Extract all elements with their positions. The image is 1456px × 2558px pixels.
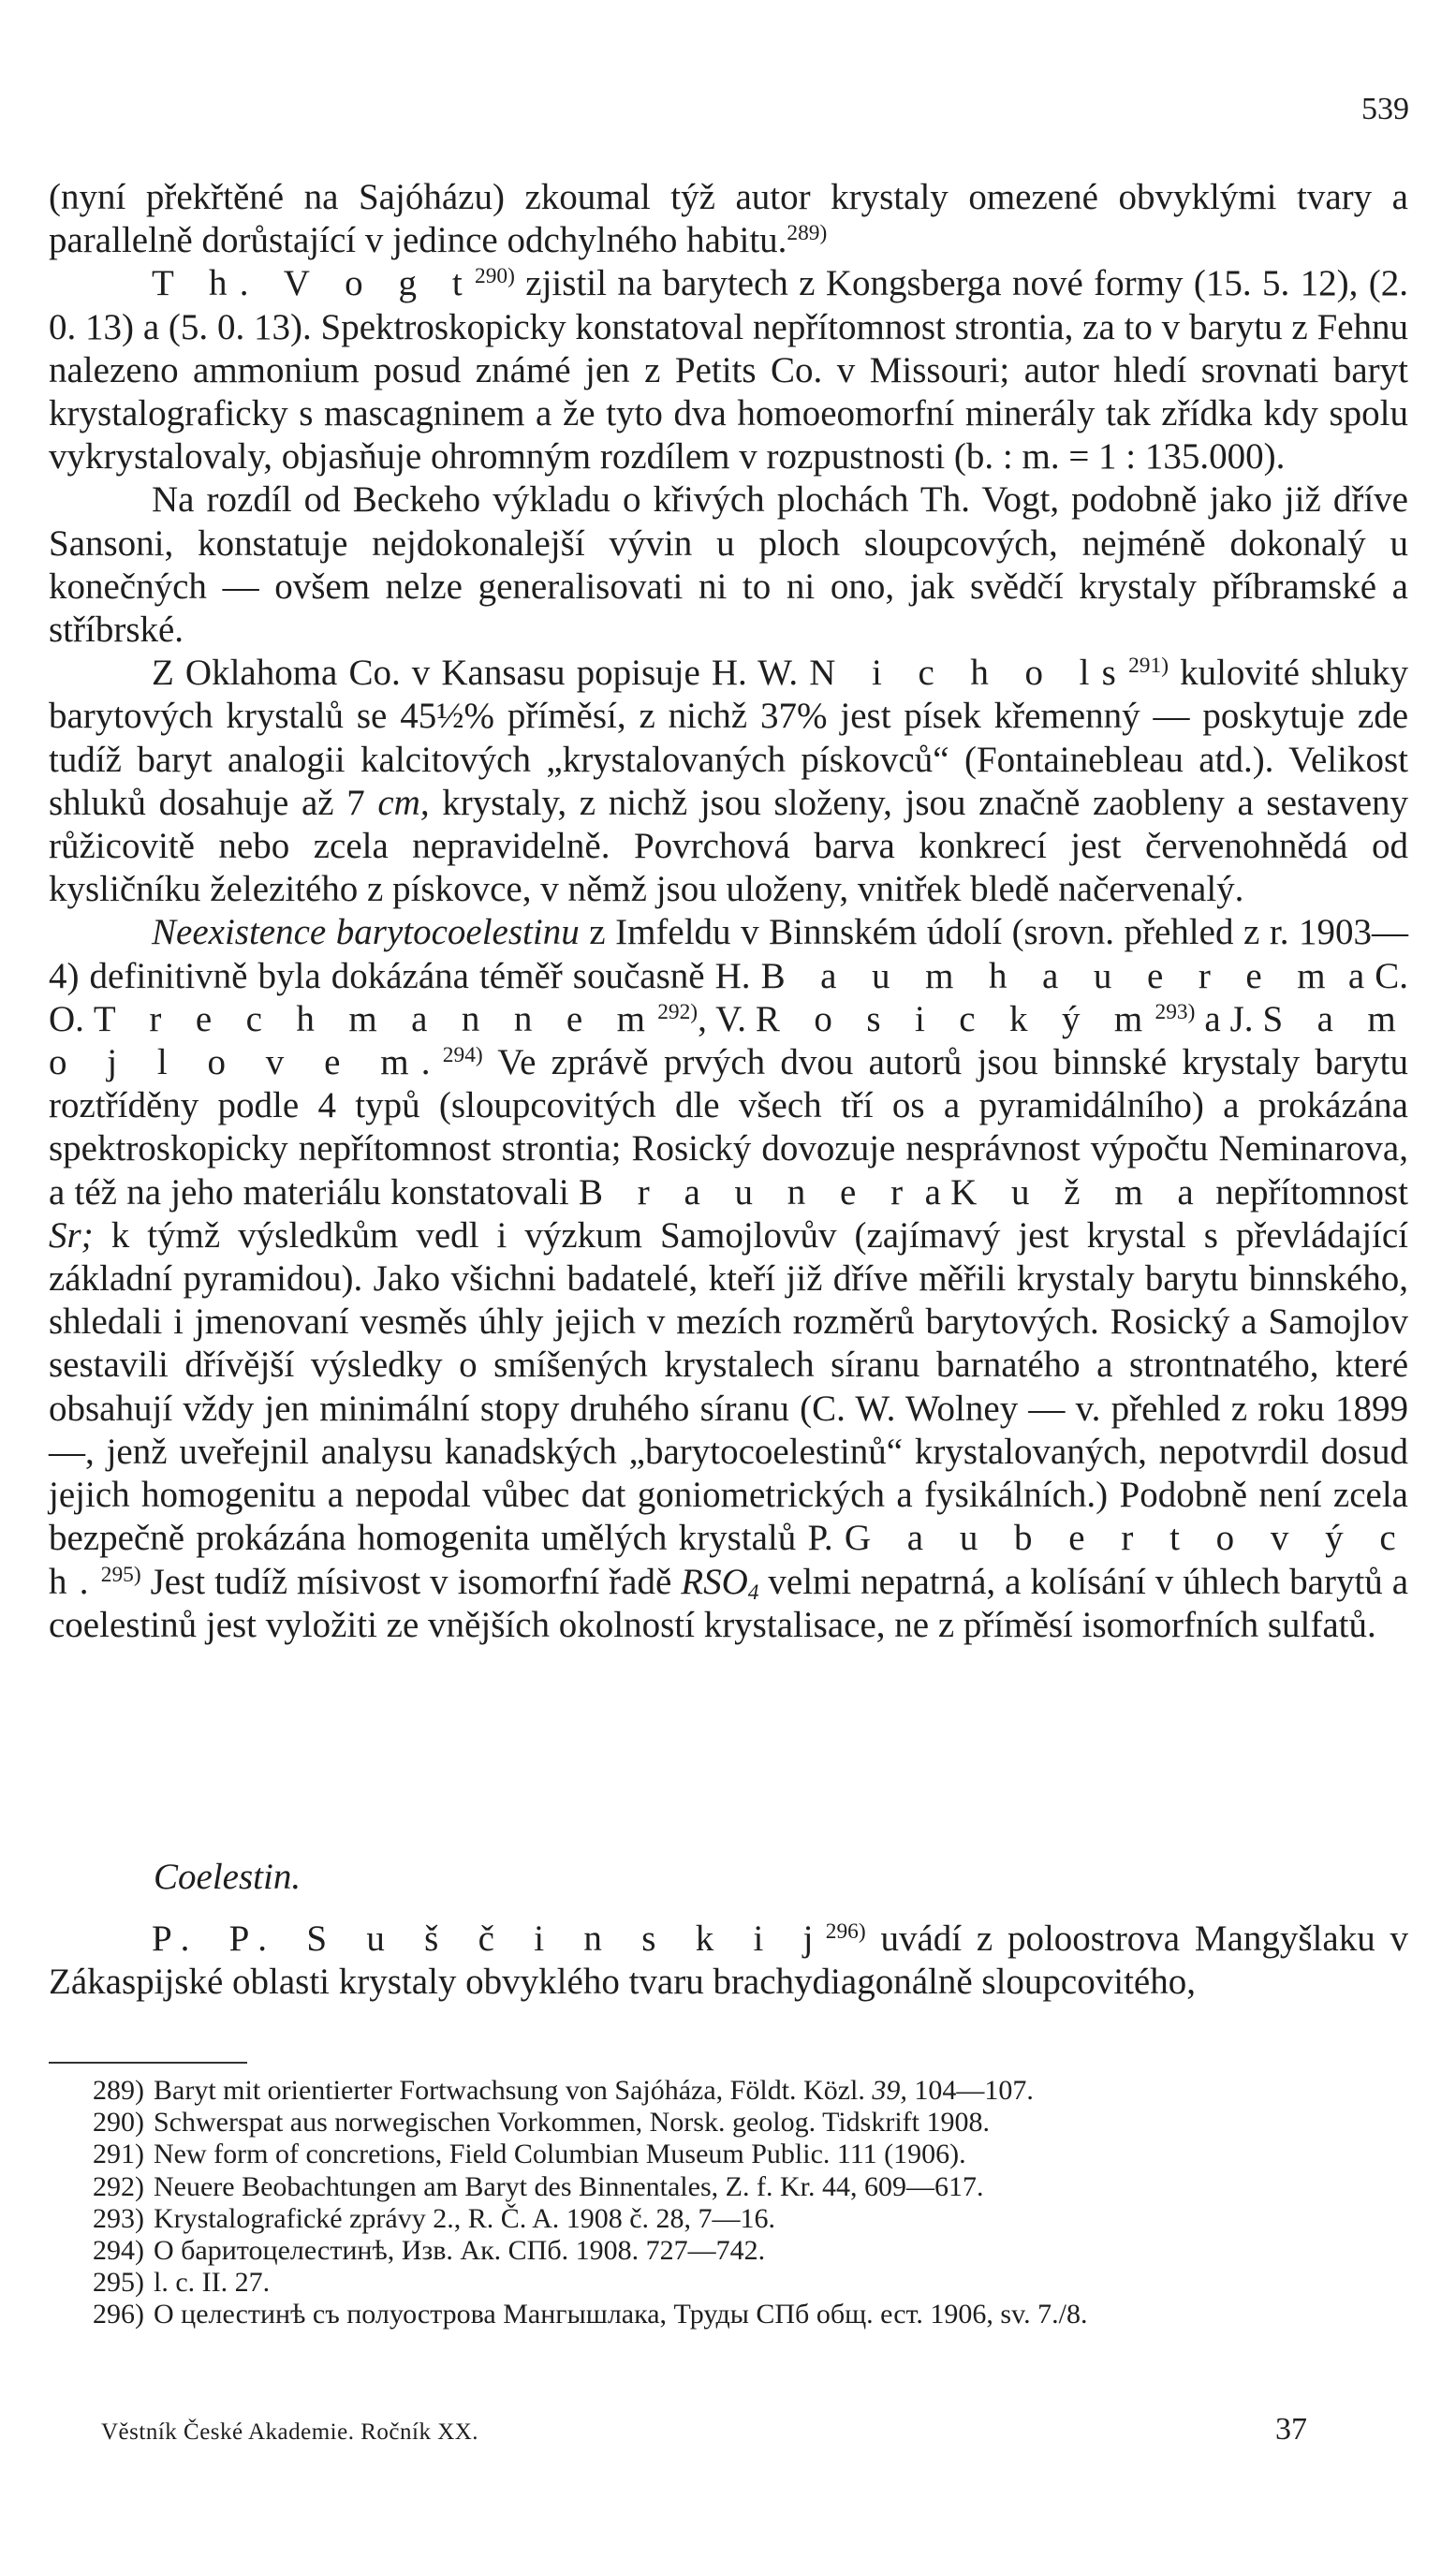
footnote-ref[interactable]: 289): [787, 221, 828, 246]
footnote-number: 291): [93, 2139, 144, 2170]
journal-footer: Věstník České Akademie. Ročník XX.: [101, 2419, 479, 2445]
paragraph: Na rozdíl od Beckeho výkladu o křivých plochách Th. Vogt, podobně jako již dříve Sansoni, konstatuje nejdokonalejší vývin u ploch sloupcových, nejméně dokonalý u konečných — ovšem nelze generalisovati ni to ni ono, jak svědčí krystaly příbramské a stříbrské.: [49, 479, 1408, 651]
footnote-number: 290): [93, 2107, 144, 2139]
footnote-ref[interactable]: 292): [657, 1000, 699, 1024]
author-name: K u ž m a: [950, 1171, 1206, 1213]
footnote: 289) Baryt mit orientierter Fortwachsung von Sajóháza, Földt. Közl. 39, 104—107.: [49, 2075, 1408, 2107]
footnote-number: 294): [93, 2235, 144, 2267]
footnote: 292) Neuere Beobachtungen am Baryt des Binnentales, Z. f. Kr. 44, 609—617.: [49, 2171, 1408, 2203]
author-name: G a u b e r t o v ý c h.: [49, 1518, 1408, 1602]
paragraph: T h. V o g $t^{290)}$ zjistil na barytech z Kongsberga nové formy (15. 5. 12), (2. 0. 13) a (5. 0. 13). Spektroskopicky konstatoval nepřítomnost strontia, za to v barytu z Fehnu nalezeno ammonium posud známé jen z Petits Co. v Missouri; autor hledí srovnati baryt krystalograficky s mascagninem a že tyto dva homoeomorfní minerály tak zřídka kdy spolu vykrystalovaly, objasňuje ohromným rozdílem v rozpustnosti (b. : m. = 1 : 135.000).: [49, 263, 1408, 478]
author-name: T h. V o g t: [152, 263, 475, 304]
footnote-ref[interactable]: 291): [1128, 654, 1169, 679]
footnote: 293) Krystalografické zprávy 2., R. Č. A. 1908 č. 28, 7—16.: [49, 2203, 1408, 2235]
emphasis: Neexistence barytocoelestinu: [152, 912, 580, 953]
footnote-number: 289): [93, 2075, 144, 2106]
main-text: [49, 176, 1408, 1647]
author-name: B r a u n e r: [578, 1171, 916, 1213]
footnote: 295) l. c. II. 27.: [49, 2267, 1408, 2299]
footnote-ref[interactable]: 290): [475, 264, 515, 289]
formula: $RSO_4$: [681, 1561, 759, 1605]
footnote-ref[interactable]: 295): [100, 1562, 141, 1587]
paragraph: Z Oklahoma Co. v Kansasu popisuje H. W. N i c h o $ls^{291)}$ kulovité shluky barytových krystalů se 45½% příměsí, z nichž 37% jest písek křemenný — poskytuje zde tudíž baryt analogii kalcitových „krystalovaných pískovců“ (Fontainebleau atd.). Velikost shluků dosahuje až 7 cm, krystaly, z nichž jsou složeny, jsou značně zaobleny a sestaveny růžicovitě nebo zcela nepravidelně. Povrchová barva konkrecí jest červenohnědá od kysličníku železitého z pískovce, v němž jsou uloženy, vnitřek bledě načervenalý.: [49, 653, 1409, 910]
paragraph: (nyní překřtěné na Sajóházu) zkoumal týž autor krystaly omezené obvyklými tvary a parallelně dorůstající v jedince odchylného habitu.$^{289)}$: [49, 177, 1408, 261]
footnote-number: 295): [93, 2267, 144, 2299]
chemical-symbol: Sr;: [49, 1214, 94, 1256]
footnote-number: 292): [93, 2170, 144, 2202]
footnote: 296) О целестинѣ съ полуострова Мангышлака, Труды СПб общ. ест. 1906, sv. 7./8.: [49, 2299, 1408, 2330]
footnote: 290) Schwerspat aus norwegischen Vorkommen, Norsk. geolog. Tidskrift 1908.: [49, 2107, 1408, 2139]
section-heading: Coelestin.: [154, 1857, 301, 1897]
footnote-number: 296): [93, 2299, 144, 2330]
footnotes: [49, 2075, 1408, 2331]
author-name: N i c h o ls: [809, 653, 1129, 694]
author-name: P. P. S u š č i n s k i j: [152, 1918, 826, 1959]
footnote-number: 293): [93, 2202, 144, 2234]
author-name: S a m o j l o v e m.: [49, 998, 1408, 1083]
footnote-ref[interactable]: 293): [1155, 1000, 1196, 1024]
footnote-ref[interactable]: 294): [442, 1043, 483, 1068]
section-text: [49, 1918, 1408, 2004]
paragraph: P. P. S u š č i n s k i $j^{296)}$ uvádí z poloostrova Mangyšlaku v Zákaspijské oblasti krystaly obvyklého tvaru brachydiagonálně sloupcovitého,: [49, 1918, 1408, 2003]
page-number: 539: [1361, 92, 1409, 126]
author-name: R o s i c k ý m: [755, 998, 1155, 1039]
footnote-ref[interactable]: 296): [825, 1919, 866, 1945]
footnote-divider: [49, 2062, 247, 2064]
paragraph: Neexistence barytocoelestinu z Imfeldu v Binnském údolí (srovn. přehled z r. 1903—4) definitivně byla dokázána téměř současně H. B a u m h a u e r e m a C. O. T r e c h m a n n e $m^{292)}$, V. R o s i c k ý $m^{293)}$ a J. S a m o j l o v e m.$^{294)}$ Ve zprávě prvých dvou autorů jsou binnské krystaly barytu roztříděny podle 4 typů (sloupcovitých dle všech tří os a pyramidálního) a prokázána spektroskopicky nepřítomnost strontia; Rosický dovozuje nesprávnost výpočtu Neminarova, a též na jeho materiálu konstatovali B r a u n e r a K u ž m a nepřítomnost Sr; k týmž výsledkům vedl i výzkum Samojlovův (zajímavý jest krystal s převládající základní pyramidou). Jako všichni badatelé, kteří již dříve měřili krystaly barytu binnského, shledali i jmenovaní vesměs úhly jejich v mezích rozměrů barytových. Rosický a Samojlov sestavili dřívější výsledky o smíšených krystalech síranu barnatého a strontnatého, které obsahují vždy jen minimální stopy druhého síranu (C. W. Wolney — v. přehled z roku 1899 —, jenž uveřejnil analysu kanadských „barytocoelestinů“ krystalovaných, nepotvrdil dosud jejich homogenitu a nepodal vůbec dat goniometrických a fysikálních.) Podobně není zcela bezpečně prokázána homogenita umělých krystalů P. G a u b e r t o v ý c h.$^{295)}$ Jest tudíž mísivost v isomorfní řadě $RSO_4$ velmi nepatrná, a kolísání v úhlech barytů a coelestinů jest vyložiti ze vnějších okolností krystalisace, ne z příměsí isomorfních sulfatů.: [49, 912, 1409, 1645]
sheet-number: 37: [1275, 2412, 1307, 2447]
author-name: B a u m h a u e r e m: [760, 955, 1338, 996]
footnote: 291) New form of concretions, Field Columbian Museum Public. 111 (1906).: [49, 2139, 1408, 2170]
author-name: T r e c h m a n n e m: [93, 998, 658, 1039]
footnote: 294) О баритоцелестинѣ, Изв. Ак. СПб. 1908. 727—742.: [49, 2235, 1408, 2267]
